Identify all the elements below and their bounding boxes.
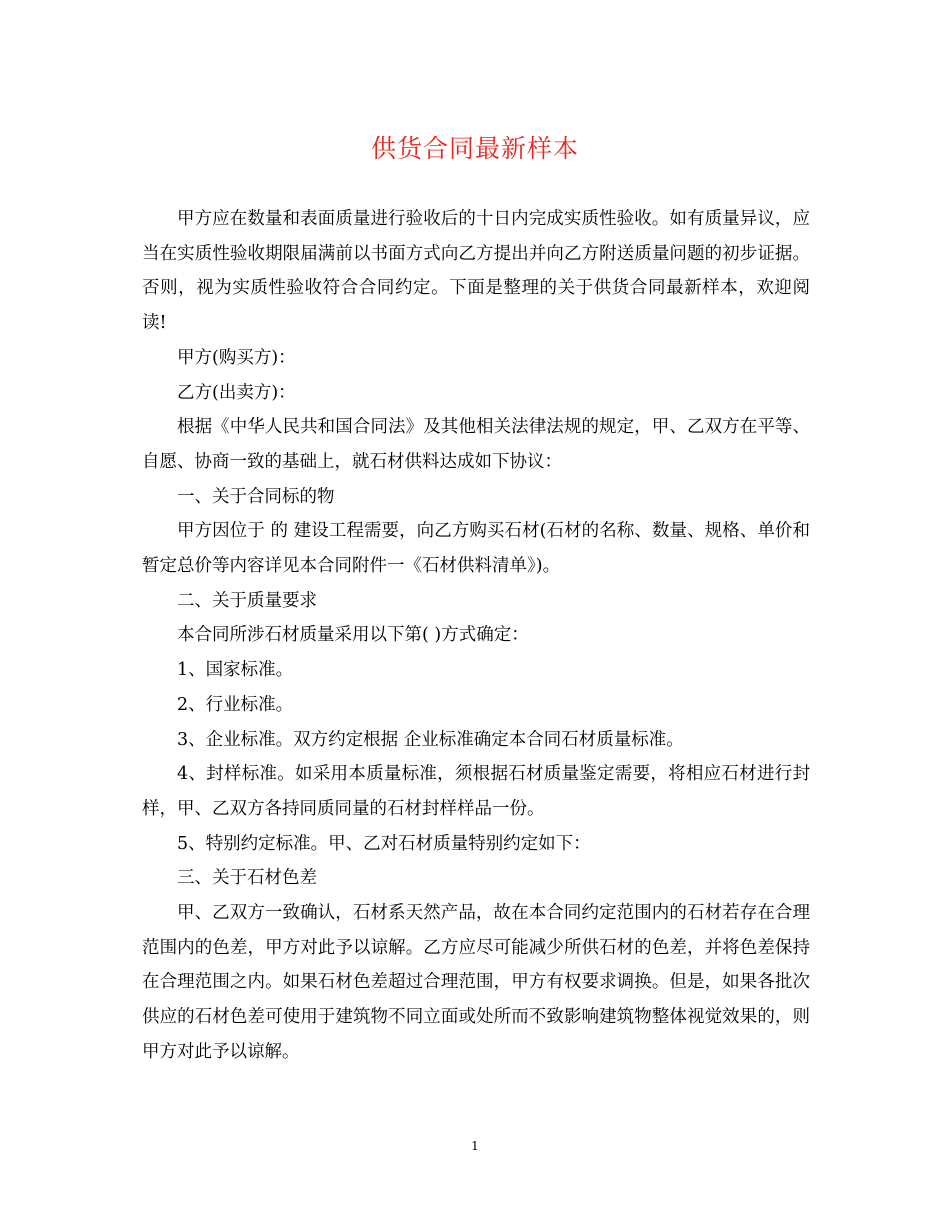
quality-item-3: 3、企业标准。双方约定根据 企业标准确定本合同石材质量标准。 <box>177 729 684 750</box>
quality-item-4: 4、封样标准。如采用本质量标准，须根据石材质量鉴定需要，将相应石材进行封样，甲、乙双方各持同质同量的石材封样样品一份。 <box>142 764 810 819</box>
page-number: 1 <box>471 1139 479 1153</box>
subject-paragraph: 甲方因位于 的 建设工程需要，向乙方购买石材(石材的名称、数量、规格、单价和暂定总价等内容详见本合同附件一《石材供料清单》)。 <box>142 521 810 577</box>
quality-item-2: 2、行业标准。 <box>177 694 294 715</box>
section-heading-subject: 一、关于合同标的物 <box>177 486 335 507</box>
document-title: 供货合同最新样本 <box>370 134 579 163</box>
section-heading-color: 三、关于石材色差 <box>177 868 317 889</box>
quality-method-paragraph: 本合同所涉石材质量采用以下第( )方式确定： <box>177 625 529 646</box>
preamble-paragraph: 根据《中华人民共和国合同法》及其他相关法律法规的规定，甲、乙双方在平等、自愿、协商一致的基础上，就石材供料达成如下协议： <box>142 417 810 472</box>
color-paragraph: 甲、乙双方一致确认，石材系天然产品，故在本合同约定范围内的石材若存在合理范围内的色差，甲方对此予以谅解。乙方应尽可能减少所供石材的色差，并将色差保持在合理范围之内。如果石材色差超过合理范围，甲方有权要求调换。但是，如果各批次供应的石材色差可使用于建筑物不同立面或处所而不致影响建筑物整体视觉效果的，则甲方对此予以谅解。 <box>142 903 810 1062</box>
quality-item-1: 1、国家标准。 <box>177 660 294 681</box>
party-b-line: 乙方(出卖方)： <box>177 382 296 403</box>
document-body <box>142 202 810 1070</box>
section-heading-quality: 二、关于质量要求 <box>177 590 317 611</box>
intro-paragraph: 甲方应在数量和表面质量进行验收后的十日内完成实质性验收。如有质量异议，应当在实质性验收期限届满前以书面方式向乙方提出并向乙方附送质量问题的初步证据。否则，视为实质性验收符合合同约定。下面是整理的关于供货合同最新样本，欢迎阅读! <box>142 209 810 334</box>
quality-item-5: 5、特别约定标准。甲、乙对石材质量特别约定如下： <box>177 833 591 854</box>
party-a-line: 甲方(购买方)： <box>177 347 296 368</box>
